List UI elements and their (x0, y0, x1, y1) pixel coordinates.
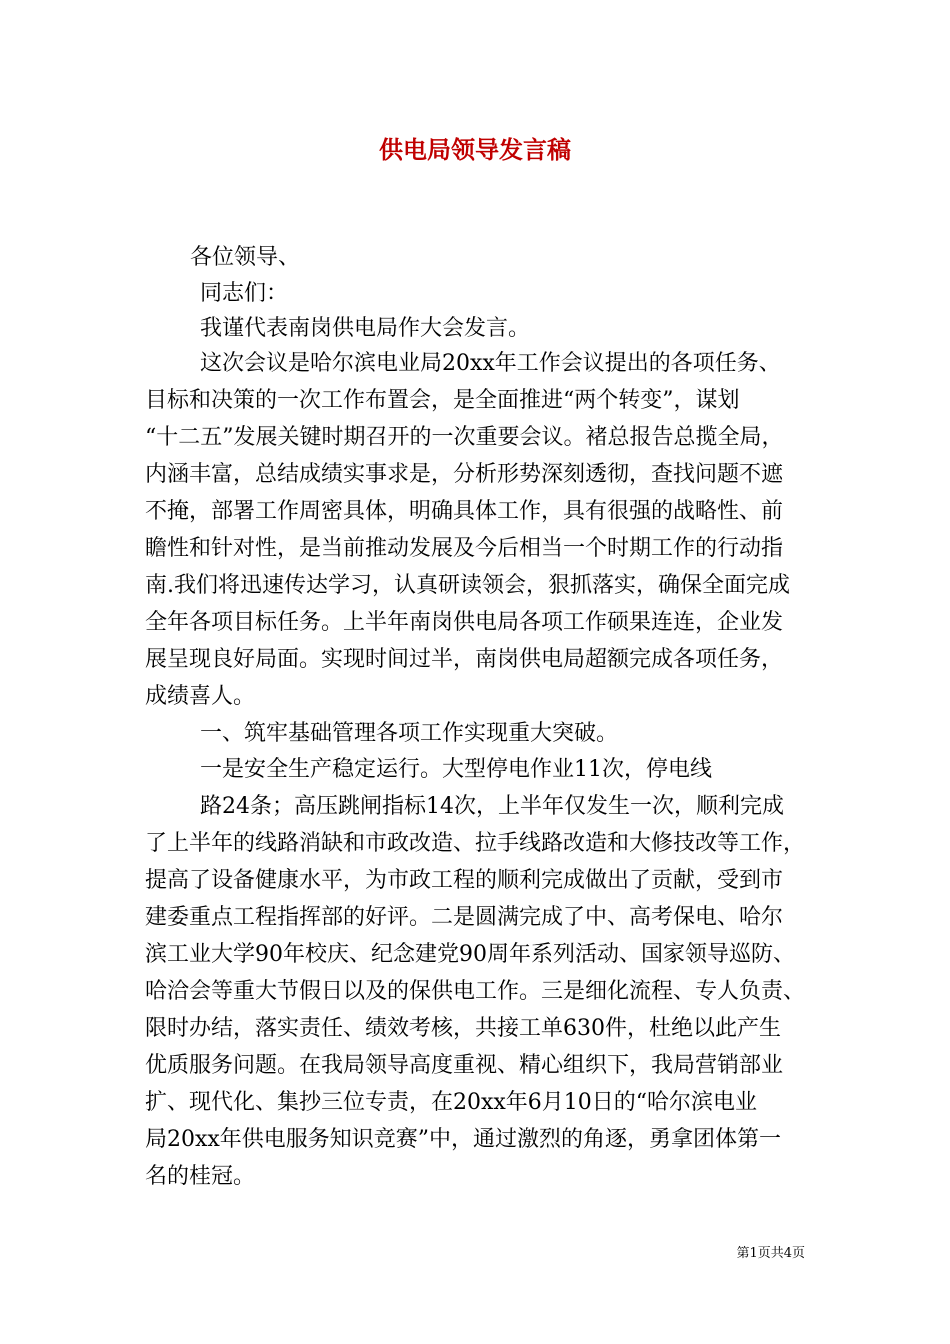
paragraph-line: 路24条；高压跳闸指标14次，上半年仅发生一次，顺利完成 (200, 794, 784, 819)
paragraph-line: 建委重点工程指挥部的好评。二是圆满完成了中、高考保电、哈尔 (145, 905, 784, 930)
paragraph-line: 哈洽会等重大节假日以及的保供电工作。三是细化流程、专人负责、 (145, 979, 806, 1004)
paragraph-line: 成绩喜人。 (145, 684, 256, 709)
paragraph-line: 名的桂冠。 (145, 1164, 256, 1189)
document-title: 供电局领导发言稿 (379, 135, 571, 164)
paragraph-line: 南.我们将迅速传达学习，认真研读领会，狠抓落实，确保全面完成 (145, 573, 790, 598)
salutation-line-2: 同志们： (200, 281, 289, 306)
paragraph-line: 扩、现代化、集抄三位专责，在20xx年6月10日的“哈尔滨电业 (145, 1090, 758, 1115)
paragraph-line: 滨工业大学90年校庆、纪念建党90周年系列活动、国家领导巡防、 (145, 942, 795, 967)
paragraph-line: 提高了设备健康水平，为市政工程的顺利完成做出了贡献，受到市 (145, 868, 784, 893)
paragraph-line: 这次会议是哈尔滨电业局20xx年工作会议提出的各项任务、 (200, 351, 781, 376)
salutation-line-1: 各位领导、 (190, 245, 301, 270)
paragraph-line: “十二五”发展关键时期召开的一次重要会议。褚总报告总揽全局， (145, 425, 784, 450)
paragraph-line: 不掩，部署工作周密具体，明确具体工作，具有很强的战略性、前 (145, 499, 784, 524)
paragraph-line: 展呈现良好局面。实现时间过半，南岗供电局超额完成各项任务， (145, 647, 784, 672)
paragraph-line: 内涵丰富，总结成绩实事求是，分析形势深刻透彻，查找问题不遮 (145, 462, 784, 487)
page-number: 第1页共4页 (736, 1246, 805, 1261)
paragraph-line: 了上半年的线路消缺和市政改造、拉手线路改造和大修技改等工作， (145, 831, 806, 856)
paragraph-line: 全年各项目标任务。上半年南岗供电局各项工作硕果连连，企业发 (145, 610, 784, 635)
section-heading: 一、筑牢基础管理各项工作实现重大突破。 (200, 721, 619, 746)
paragraph-line: 目标和决策的一次工作布置会，是全面推进“两个转变”，谋划 (145, 388, 740, 413)
opening-line: 我谨代表南岗供电局作大会发言。 (200, 316, 531, 341)
paragraph-line: 一是安全生产稳定运行。大型停电作业11次，停电线 (200, 757, 712, 782)
paragraph-line: 限时办结，落实责任、绩效考核，共接工单630件，杜绝以此产生 (145, 1016, 781, 1041)
paragraph-line: 瞻性和针对性，是当前推动发展及今后相当一个时期工作的行动指 (145, 536, 784, 561)
paragraph-line: 优质服务问题。在我局领导高度重视、精心组织下，我局营销部业 (145, 1053, 784, 1078)
paragraph-line: 局20xx年供电服务知识竞赛”中，通过激烈的角逐，勇拿团体第一 (145, 1127, 782, 1152)
